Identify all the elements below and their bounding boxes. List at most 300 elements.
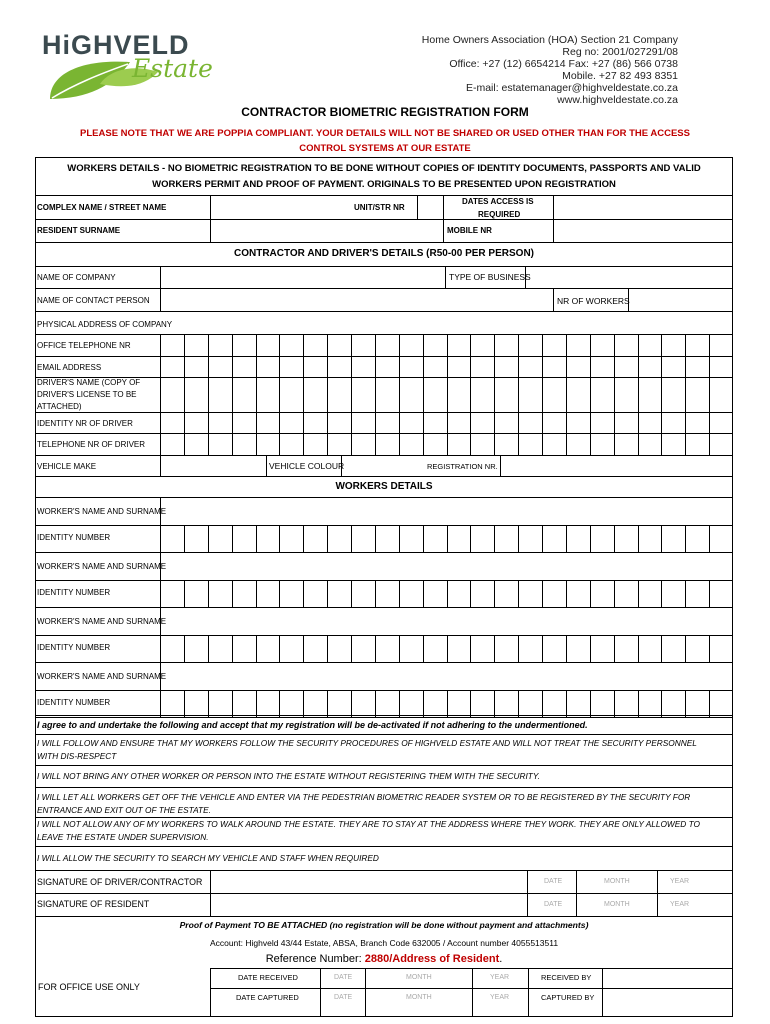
char-box[interactable] <box>542 412 566 433</box>
char-box[interactable] <box>709 412 733 433</box>
char-box[interactable] <box>661 580 685 607</box>
char-box[interactable] <box>638 690 662 717</box>
dates-access-label-2: REQUIRED <box>478 210 521 219</box>
driver-tel-label: TELEPHONE NR OF DRIVER <box>37 440 146 449</box>
char-box[interactable] <box>494 377 518 412</box>
char-box[interactable] <box>184 580 208 607</box>
char-box[interactable] <box>279 377 303 412</box>
captured-by-label: CAPTURED BY <box>541 993 595 1002</box>
workers-notice-1: WORKERS DETAILS - NO BIOMETRIC REGISTRATION TO BE DONE WITHOUT COPIES OF IDENTITY DOCUMENTS, PASSPORTS AND VALID <box>67 163 701 174</box>
nr-workers-label: NR OF WORKERS <box>557 296 630 306</box>
char-box[interactable] <box>160 580 184 607</box>
char-box[interactable] <box>447 377 471 412</box>
char-box[interactable] <box>470 356 494 377</box>
sig-driver-label: SIGNATURE OF DRIVER/CONTRACTOR <box>37 877 203 887</box>
char-box[interactable] <box>566 334 590 356</box>
char-box[interactable] <box>638 412 662 433</box>
date-captured-label: DATE CAPTURED <box>236 993 299 1002</box>
char-box[interactable] <box>661 433 685 455</box>
worker-id-boxes[interactable] <box>160 525 733 552</box>
char-box[interactable] <box>232 356 256 377</box>
char-box[interactable] <box>638 356 662 377</box>
char-box[interactable] <box>303 580 327 607</box>
char-box[interactable] <box>614 377 638 412</box>
char-box[interactable] <box>399 635 423 662</box>
char-box[interactable] <box>184 433 208 455</box>
char-box[interactable] <box>494 433 518 455</box>
char-box[interactable] <box>160 356 184 377</box>
char-box[interactable] <box>470 334 494 356</box>
char-box[interactable] <box>685 377 709 412</box>
char-box[interactable] <box>303 377 327 412</box>
char-box[interactable] <box>423 690 447 717</box>
vehicle-colour-label: VEHICLE COLOUR <box>269 461 345 471</box>
char-box[interactable] <box>518 334 542 356</box>
char-box[interactable] <box>232 377 256 412</box>
char-box[interactable] <box>232 580 256 607</box>
char-box[interactable] <box>494 580 518 607</box>
char-box[interactable] <box>375 690 399 717</box>
char-box[interactable] <box>327 412 351 433</box>
char-box[interactable] <box>542 690 566 717</box>
char-box[interactable] <box>685 635 709 662</box>
worker-id-label: IDENTITY NUMBER <box>37 533 111 542</box>
worker-name-label: WORKER'S NAME AND SURNAME <box>37 617 167 626</box>
char-box[interactable] <box>351 356 375 377</box>
pledge-intro: I agree to and undertake the following and accept that my registration will be de-activated if not adhering to the undermentioned. <box>37 720 588 730</box>
char-box[interactable] <box>256 356 280 377</box>
char-box[interactable] <box>614 525 638 552</box>
char-box[interactable] <box>447 356 471 377</box>
char-box[interactable] <box>375 525 399 552</box>
char-box[interactable] <box>638 377 662 412</box>
char-box[interactable] <box>590 525 614 552</box>
char-box[interactable] <box>494 356 518 377</box>
char-box[interactable] <box>566 356 590 377</box>
char-box[interactable] <box>709 356 733 377</box>
driver-id-boxes[interactable] <box>160 412 733 433</box>
char-box[interactable] <box>232 525 256 552</box>
driver-name-boxes[interactable] <box>160 377 733 412</box>
char-box[interactable] <box>566 580 590 607</box>
char-box[interactable] <box>614 433 638 455</box>
char-box[interactable] <box>494 690 518 717</box>
char-box[interactable] <box>327 377 351 412</box>
char-box[interactable] <box>518 690 542 717</box>
char-box[interactable] <box>375 635 399 662</box>
char-box[interactable] <box>351 635 375 662</box>
char-box[interactable] <box>423 433 447 455</box>
reference-label: Reference Number: <box>265 953 365 965</box>
char-box[interactable] <box>661 412 685 433</box>
char-box[interactable] <box>279 635 303 662</box>
char-box[interactable] <box>614 635 638 662</box>
char-box[interactable] <box>232 433 256 455</box>
char-box[interactable] <box>399 433 423 455</box>
char-box[interactable] <box>661 635 685 662</box>
char-box[interactable] <box>279 580 303 607</box>
char-box[interactable] <box>256 525 280 552</box>
char-box[interactable] <box>685 334 709 356</box>
char-box[interactable] <box>184 334 208 356</box>
char-box[interactable] <box>494 635 518 662</box>
char-box[interactable] <box>685 580 709 607</box>
office-tel-label: OFFICE TELEPHONE NR <box>37 341 131 350</box>
driver-name-label-3: ATTACHED) <box>37 402 82 411</box>
char-box[interactable] <box>375 580 399 607</box>
char-box[interactable] <box>614 580 638 607</box>
char-box[interactable] <box>351 433 375 455</box>
char-box[interactable] <box>423 525 447 552</box>
char-box[interactable] <box>638 635 662 662</box>
char-box[interactable] <box>399 525 423 552</box>
char-box[interactable] <box>327 334 351 356</box>
char-box[interactable] <box>709 433 733 455</box>
poppia-notice-1: PLEASE NOTE THAT WE ARE POPPIA COMPLIANT. YOUR DETAILS WILL NOT BE SHARED OR USED OTHER THAN FOR THE ACCESS <box>80 128 690 139</box>
char-box[interactable] <box>542 356 566 377</box>
char-box[interactable] <box>685 525 709 552</box>
char-box[interactable] <box>184 412 208 433</box>
char-box[interactable] <box>661 356 685 377</box>
char-box[interactable] <box>279 690 303 717</box>
char-box[interactable] <box>614 412 638 433</box>
office-use-label: FOR OFFICE USE ONLY <box>38 982 140 992</box>
char-box[interactable] <box>542 525 566 552</box>
char-box[interactable] <box>518 635 542 662</box>
char-box[interactable] <box>423 377 447 412</box>
sig-resident-date: DATE <box>544 901 563 908</box>
unit-label: UNIT/STR NR <box>354 203 405 212</box>
char-box[interactable] <box>232 690 256 717</box>
mobile-label: MOBILE NR <box>447 226 492 235</box>
char-box[interactable] <box>351 690 375 717</box>
char-box[interactable] <box>327 356 351 377</box>
char-box[interactable] <box>256 412 280 433</box>
char-box[interactable] <box>351 334 375 356</box>
char-box[interactable] <box>590 377 614 412</box>
address-label: PHYSICAL ADDRESS OF COMPANY <box>37 320 173 329</box>
char-box[interactable] <box>709 377 733 412</box>
sig-driver-month: MONTH <box>604 878 630 885</box>
char-box[interactable] <box>661 334 685 356</box>
sig-resident-year: YEAR <box>670 901 690 908</box>
char-box[interactable] <box>399 580 423 607</box>
char-box[interactable] <box>184 635 208 662</box>
char-box[interactable] <box>638 334 662 356</box>
vehicle-make-label: VEHICLE MAKE <box>37 462 97 471</box>
char-box[interactable] <box>351 377 375 412</box>
char-box[interactable] <box>399 356 423 377</box>
char-box[interactable] <box>494 525 518 552</box>
char-box[interactable] <box>423 334 447 356</box>
char-box[interactable] <box>518 525 542 552</box>
char-box[interactable] <box>470 433 494 455</box>
char-box[interactable] <box>447 580 471 607</box>
char-box[interactable] <box>160 377 184 412</box>
char-box[interactable] <box>399 690 423 717</box>
char-box[interactable] <box>327 635 351 662</box>
char-box[interactable] <box>399 412 423 433</box>
char-box[interactable] <box>279 334 303 356</box>
char-box[interactable] <box>685 690 709 717</box>
char-box[interactable] <box>399 334 423 356</box>
complex-label: COMPLEX NAME / STREET NAME <box>37 203 167 212</box>
char-box[interactable] <box>542 334 566 356</box>
char-box[interactable] <box>494 412 518 433</box>
char-box[interactable] <box>447 635 471 662</box>
char-box[interactable] <box>494 334 518 356</box>
char-box[interactable] <box>256 580 280 607</box>
char-box[interactable] <box>303 412 327 433</box>
captured-year: YEAR <box>490 994 510 1001</box>
pledge-2: I WILL NOT BRING ANY OTHER WORKER OR PERSON INTO THE ESTATE WITHOUT REGISTERING THEM WITH THE SECURITY. <box>37 771 540 781</box>
char-box[interactable] <box>351 580 375 607</box>
char-box[interactable] <box>566 690 590 717</box>
char-box[interactable] <box>208 525 232 552</box>
reference-value: 2880/Address of Resident <box>364 953 500 965</box>
email-label: EMAIL ADDRESS <box>37 363 102 372</box>
char-box[interactable] <box>184 356 208 377</box>
mobile-line: Mobile. +27 82 493 8351 <box>562 70 678 82</box>
char-box[interactable] <box>279 412 303 433</box>
sig-driver-date: DATE <box>544 878 563 885</box>
worker-id-boxes[interactable] <box>160 690 733 717</box>
char-box[interactable] <box>303 690 327 717</box>
char-box[interactable] <box>685 412 709 433</box>
char-box[interactable] <box>375 356 399 377</box>
char-box[interactable] <box>423 580 447 607</box>
driver-name-label-1: DRIVER'S NAME (COPY OF <box>37 378 141 387</box>
char-box[interactable] <box>256 433 280 455</box>
char-box[interactable] <box>327 580 351 607</box>
sig-resident-month: MONTH <box>604 901 630 908</box>
reg-line: Reg no: 2001/027291/08 <box>562 46 678 58</box>
worker-id-label: IDENTITY NUMBER <box>37 588 111 597</box>
char-box[interactable] <box>566 412 590 433</box>
char-box[interactable] <box>566 635 590 662</box>
char-box[interactable] <box>232 412 256 433</box>
pledge-4a: I WILL NOT ALLOW ANY OF MY WORKERS TO WALK AROUND THE ESTATE. THEY ARE TO STAY AT THE ADDRESS WHERE THEY WORK. THEY ARE ONLY ALLOWED TO <box>37 819 700 829</box>
char-box[interactable] <box>590 334 614 356</box>
poppia-notice-2: CONTROL SYSTEMS AT OUR ESTATE <box>299 143 471 154</box>
char-box[interactable] <box>303 356 327 377</box>
char-box[interactable] <box>184 525 208 552</box>
char-box[interactable] <box>638 525 662 552</box>
char-box[interactable] <box>614 334 638 356</box>
form-title: CONTRACTOR BIOMETRIC REGISTRATION FORM <box>241 105 529 119</box>
char-box[interactable] <box>208 635 232 662</box>
char-box[interactable] <box>447 690 471 717</box>
char-box[interactable] <box>542 635 566 662</box>
char-box[interactable] <box>661 690 685 717</box>
char-box[interactable] <box>327 690 351 717</box>
char-box[interactable] <box>399 377 423 412</box>
char-box[interactable] <box>184 377 208 412</box>
char-box[interactable] <box>327 525 351 552</box>
office-line: Office: +27 (12) 6654214 Fax: +27 (86) 566 0738 <box>449 58 678 70</box>
workers-notice-2: WORKERS PERMIT AND PROOF OF PAYMENT. ORIGINALS TO BE PRESENTED UPON REGISTRATION <box>152 179 616 190</box>
date-received-label: DATE RECEIVED <box>238 973 298 982</box>
dates-access-label-1: DATES ACCESS IS <box>462 197 534 206</box>
office-tel-boxes[interactable] <box>160 334 733 356</box>
char-box[interactable] <box>256 635 280 662</box>
char-box[interactable] <box>614 356 638 377</box>
email-line: E-mail: estatemanager@highveldestate.co.za <box>465 82 678 94</box>
resident-surname-label: RESIDENT SURNAME <box>37 226 121 235</box>
captured-month: MONTH <box>406 994 432 1001</box>
char-box[interactable] <box>614 690 638 717</box>
char-box[interactable] <box>327 433 351 455</box>
char-box[interactable] <box>518 580 542 607</box>
char-box[interactable] <box>160 635 184 662</box>
workers-heading: WORKERS DETAILS <box>335 481 433 492</box>
char-box[interactable] <box>590 412 614 433</box>
char-box[interactable] <box>470 377 494 412</box>
char-box[interactable] <box>685 433 709 455</box>
char-box[interactable] <box>590 433 614 455</box>
char-box[interactable] <box>470 635 494 662</box>
char-box[interactable] <box>518 412 542 433</box>
char-box[interactable] <box>709 580 733 607</box>
char-box[interactable] <box>709 525 733 552</box>
char-box[interactable] <box>256 690 280 717</box>
pledge-1a: I WILL FOLLOW AND ENSURE THAT MY WORKERS FOLLOW THE SECURITY PROCEDURES OF HIGHVELD ESTATE AND WILL NOT TREAT THE SECURITY PERSONNEL <box>37 738 697 748</box>
reference-end: . <box>499 953 503 965</box>
char-box[interactable] <box>590 356 614 377</box>
char-box[interactable] <box>518 377 542 412</box>
pledge-1b: WITH DIS-RESPECT <box>37 751 117 761</box>
char-box[interactable] <box>566 377 590 412</box>
char-box[interactable] <box>470 690 494 717</box>
worker-id-label: IDENTITY NUMBER <box>37 643 111 652</box>
received-month: MONTH <box>406 974 432 981</box>
proof-of-payment: Proof of Payment TO BE ATTACHED (no registration will be done without payment and attachments) <box>179 920 589 930</box>
char-box[interactable] <box>184 690 208 717</box>
char-box[interactable] <box>160 690 184 717</box>
captured-date: DATE <box>334 994 353 1001</box>
char-box[interactable] <box>685 356 709 377</box>
char-box[interactable] <box>232 635 256 662</box>
website-line: www.highveldestate.co.za <box>557 94 678 106</box>
email-boxes[interactable] <box>160 356 733 377</box>
sig-resident-label: SIGNATURE OF RESIDENT <box>37 899 150 909</box>
account-details: Account: Highveld 43/44 Estate, ABSA, Branch Code 632005 / Account number 4055513511 <box>209 938 559 948</box>
driver-name-label-2: DRIVER'S LICENSE TO BE <box>37 390 137 399</box>
char-box[interactable] <box>447 334 471 356</box>
char-box[interactable] <box>423 412 447 433</box>
char-box[interactable] <box>566 525 590 552</box>
char-box[interactable] <box>638 580 662 607</box>
worker-name-label: WORKER'S NAME AND SURNAME <box>37 672 167 681</box>
char-box[interactable] <box>590 580 614 607</box>
reference-number <box>35 953 733 965</box>
char-box[interactable] <box>208 412 232 433</box>
char-box[interactable] <box>709 690 733 717</box>
logo-wordmark: HiGHVELD <box>42 30 190 60</box>
char-box[interactable] <box>232 334 256 356</box>
char-box[interactable] <box>447 412 471 433</box>
char-box[interactable] <box>470 525 494 552</box>
received-date: DATE <box>334 974 353 981</box>
char-box[interactable] <box>256 377 280 412</box>
worker-id-boxes[interactable] <box>160 635 733 662</box>
char-box[interactable] <box>447 525 471 552</box>
char-box[interactable] <box>566 433 590 455</box>
sig-driver-year: YEAR <box>670 878 690 885</box>
char-box[interactable] <box>208 377 232 412</box>
char-box[interactable] <box>279 356 303 377</box>
char-box[interactable] <box>661 377 685 412</box>
char-box[interactable] <box>423 635 447 662</box>
char-box[interactable] <box>590 690 614 717</box>
char-box[interactable] <box>303 433 327 455</box>
char-box[interactable] <box>375 412 399 433</box>
char-box[interactable] <box>256 334 280 356</box>
pledge-5: I WILL ALLOW THE SECURITY TO SEARCH MY VEHICLE AND STAFF WHEN REQUIRED <box>37 853 379 863</box>
char-box[interactable] <box>279 433 303 455</box>
logo <box>40 30 213 100</box>
char-box[interactable] <box>375 377 399 412</box>
registration-label: REGISTRATION NR. <box>427 462 498 471</box>
char-box[interactable] <box>661 525 685 552</box>
char-box[interactable] <box>303 635 327 662</box>
business-label: TYPE OF BUSINESS <box>449 272 531 282</box>
logo-estate: Estate <box>132 54 213 83</box>
char-box[interactable] <box>279 525 303 552</box>
char-box[interactable] <box>160 525 184 552</box>
char-box[interactable] <box>208 334 232 356</box>
contact-label: NAME OF CONTACT PERSON <box>37 296 150 305</box>
char-box[interactable] <box>208 580 232 607</box>
hoa-line: Home Owners Association (HOA) Section 21 Company <box>421 34 678 46</box>
char-box[interactable] <box>160 412 184 433</box>
worker-name-label: WORKER'S NAME AND SURNAME <box>37 562 167 571</box>
char-box[interactable] <box>590 635 614 662</box>
char-box[interactable] <box>542 580 566 607</box>
char-box[interactable] <box>160 433 184 455</box>
char-box[interactable] <box>375 334 399 356</box>
received-by-label: RECEIVED BY <box>541 973 592 982</box>
pledge-3b: ENTRANCE AND EXIT OUT OF THE ESTATE. <box>37 805 211 815</box>
char-box[interactable] <box>470 412 494 433</box>
char-box[interactable] <box>470 580 494 607</box>
char-box[interactable] <box>303 525 327 552</box>
char-box[interactable] <box>542 377 566 412</box>
char-box[interactable] <box>447 433 471 455</box>
char-box[interactable] <box>375 433 399 455</box>
received-year: YEAR <box>490 974 510 981</box>
char-box[interactable] <box>160 334 184 356</box>
company-label: NAME OF COMPANY <box>37 273 116 282</box>
char-box[interactable] <box>208 690 232 717</box>
worker-id-boxes[interactable] <box>160 580 733 607</box>
pledge-3a: I WILL LET ALL WORKERS GET OFF THE VEHICLE AND ENTER VIA THE PEDESTRIAN BIOMETRIC READER SYSTEM OR TO BE REGISTERED BY THE SECURITY FOR <box>37 792 691 802</box>
char-box[interactable] <box>638 433 662 455</box>
char-box[interactable] <box>423 356 447 377</box>
char-box[interactable] <box>351 412 375 433</box>
pledge-4b: LEAVE THE ESTATE UNDER SUPERVISION. <box>37 832 209 842</box>
char-box[interactable] <box>709 635 733 662</box>
char-box[interactable] <box>303 334 327 356</box>
char-box[interactable] <box>351 525 375 552</box>
char-box[interactable] <box>518 356 542 377</box>
driver-tel-boxes[interactable] <box>160 433 733 455</box>
char-box[interactable] <box>709 334 733 356</box>
char-box[interactable] <box>208 433 232 455</box>
char-box[interactable] <box>208 356 232 377</box>
char-box[interactable] <box>518 433 542 455</box>
char-box[interactable] <box>542 433 566 455</box>
